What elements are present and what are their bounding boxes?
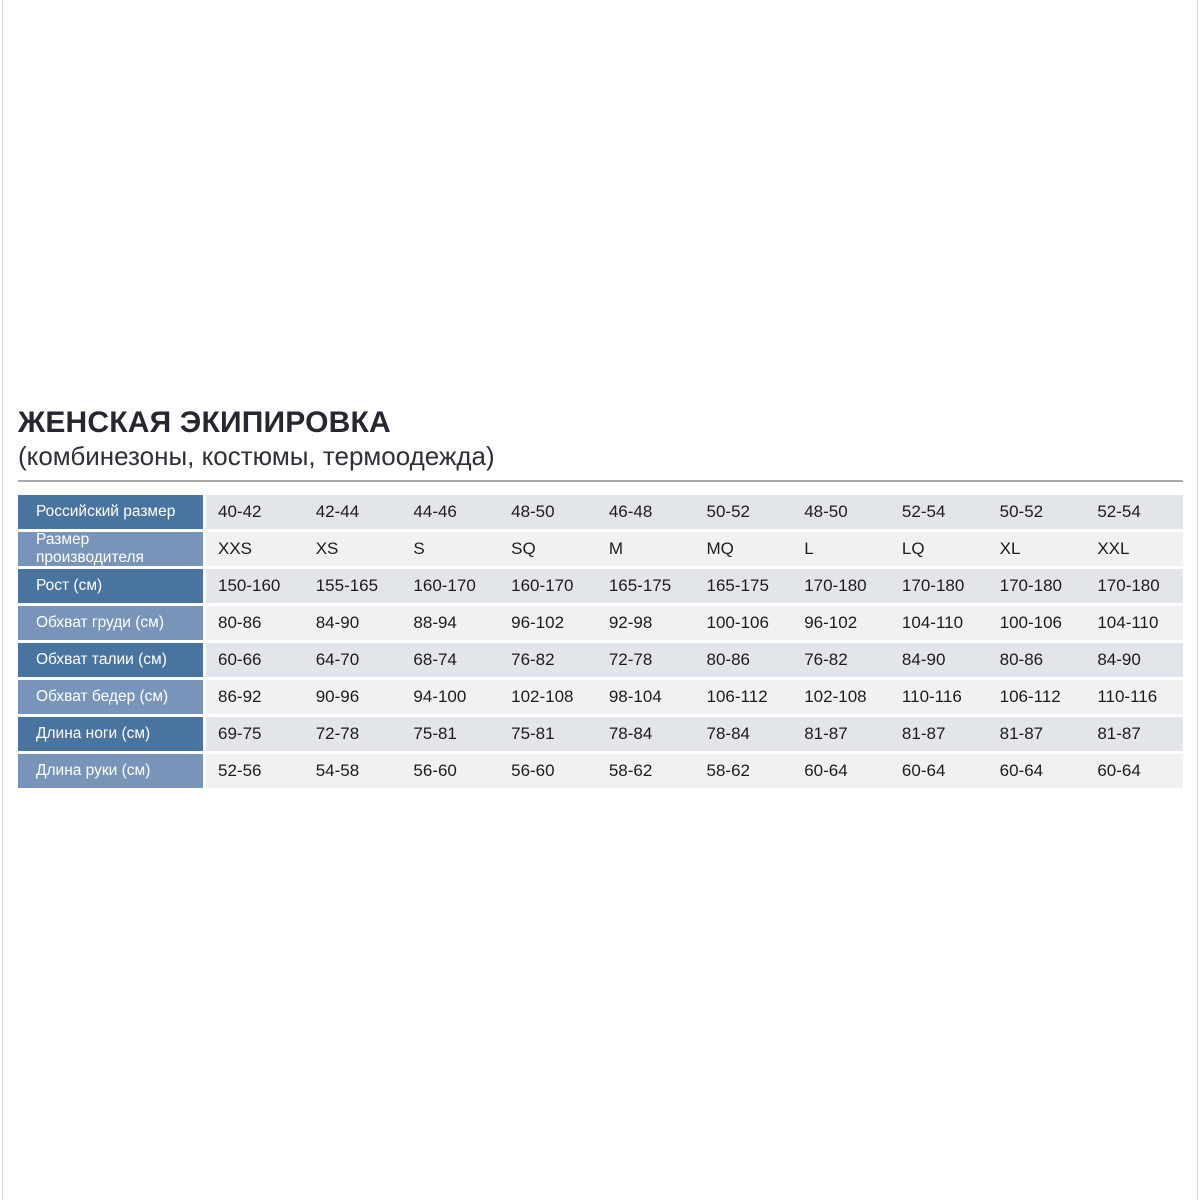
- table-cell: 78-84: [597, 717, 695, 751]
- table-cell: 64-70: [304, 643, 402, 677]
- table-row: [18, 717, 1183, 751]
- table-cell: L: [792, 532, 890, 566]
- row-header-label: Обхват бедер (см): [18, 680, 203, 714]
- table-cell: M: [597, 532, 695, 566]
- table-cell: 110-116: [890, 680, 988, 714]
- table-cell: S: [401, 532, 499, 566]
- table-cell: 75-81: [499, 717, 597, 751]
- table-cell: 44-46: [401, 495, 499, 529]
- page-right-border: [1197, 0, 1198, 1200]
- table-cell: 80-86: [695, 643, 793, 677]
- table-cell: 78-84: [695, 717, 793, 751]
- table-cell: 60-64: [1085, 754, 1183, 788]
- table-cell: 86-92: [206, 680, 304, 714]
- table-cell: 60-64: [890, 754, 988, 788]
- table-cell: 40-42: [206, 495, 304, 529]
- table-cell: 170-180: [890, 569, 988, 603]
- table-cell: 104-110: [1085, 606, 1183, 640]
- row-header-label: Длина руки (см): [18, 754, 203, 788]
- table-cell: 58-62: [597, 754, 695, 788]
- table-cell: 94-100: [401, 680, 499, 714]
- row-header-label: Рост (см): [18, 569, 203, 603]
- page-left-border: [2, 0, 3, 1200]
- table-cell: 68-74: [401, 643, 499, 677]
- row-header-label: Обхват груди (см): [18, 606, 203, 640]
- table-cell: 52-54: [1085, 495, 1183, 529]
- table-cell: 81-87: [1085, 717, 1183, 751]
- row-header-label: Обхват талии (см): [18, 643, 203, 677]
- table-cell: 84-90: [304, 606, 402, 640]
- table-cell: 98-104: [597, 680, 695, 714]
- table-cell: XL: [988, 532, 1086, 566]
- table-cell: 165-175: [695, 569, 793, 603]
- table-cell: 155-165: [304, 569, 402, 603]
- table-cell: 48-50: [499, 495, 597, 529]
- row-header-label: Длина ноги (см): [18, 717, 203, 751]
- table-cell: 56-60: [401, 754, 499, 788]
- table-cell: 104-110: [890, 606, 988, 640]
- table-cell: 81-87: [792, 717, 890, 751]
- table-cell: 72-78: [304, 717, 402, 751]
- table-cell: 90-96: [304, 680, 402, 714]
- table-cell: 42-44: [304, 495, 402, 529]
- table-cell: XXL: [1085, 532, 1183, 566]
- table-cell: 81-87: [988, 717, 1086, 751]
- table-cell: 69-75: [206, 717, 304, 751]
- table-cell: 100-106: [988, 606, 1086, 640]
- table-cell: 50-52: [695, 495, 793, 529]
- table-cell: XS: [304, 532, 402, 566]
- table-row: [18, 754, 1183, 788]
- table-cell: 92-98: [597, 606, 695, 640]
- table-cell: 80-86: [988, 643, 1086, 677]
- table-cell: 76-82: [499, 643, 597, 677]
- table-cell: 84-90: [890, 643, 988, 677]
- table-cell: LQ: [890, 532, 988, 566]
- page-subtitle: (комбинезоны, костюмы, термоодежда): [18, 441, 495, 471]
- table-cell: 48-50: [792, 495, 890, 529]
- row-header-label: Российский размер: [18, 495, 203, 529]
- table-cell: 96-102: [499, 606, 597, 640]
- table-row: [18, 495, 1183, 529]
- table-cell: SQ: [499, 532, 597, 566]
- table-cell: 52-56: [206, 754, 304, 788]
- table-cell: XXS: [206, 532, 304, 566]
- table-cell: 75-81: [401, 717, 499, 751]
- table-cell: 76-82: [792, 643, 890, 677]
- table-cell: 50-52: [988, 495, 1086, 529]
- table-row: [18, 569, 1183, 603]
- table-cell: 102-108: [792, 680, 890, 714]
- table-cell: 80-86: [206, 606, 304, 640]
- page-title: ЖЕНСКАЯ ЭКИПИРОВКА: [18, 406, 391, 439]
- table-cell: 58-62: [695, 754, 793, 788]
- table-cell: 84-90: [1085, 643, 1183, 677]
- table-cell: 46-48: [597, 495, 695, 529]
- size-table: [18, 495, 1183, 788]
- table-cell: 52-54: [890, 495, 988, 529]
- table-cell: 100-106: [695, 606, 793, 640]
- table-row: [18, 532, 1183, 566]
- table-cell: 60-64: [988, 754, 1086, 788]
- row-header-label: Размер производителя: [18, 532, 203, 566]
- table-cell: 170-180: [988, 569, 1086, 603]
- table-cell: 54-58: [304, 754, 402, 788]
- table-cell: 150-160: [206, 569, 304, 603]
- table-cell: 106-112: [695, 680, 793, 714]
- table-cell: 72-78: [597, 643, 695, 677]
- table-cell: 88-94: [401, 606, 499, 640]
- table-cell: 81-87: [890, 717, 988, 751]
- table-cell: 60-66: [206, 643, 304, 677]
- table-cell: 165-175: [597, 569, 695, 603]
- table-row: [18, 606, 1183, 640]
- divider: [18, 480, 1183, 482]
- table-cell: 160-170: [401, 569, 499, 603]
- table-cell: 160-170: [499, 569, 597, 603]
- table-cell: 170-180: [792, 569, 890, 603]
- table-cell: 170-180: [1085, 569, 1183, 603]
- table-cell: 60-64: [792, 754, 890, 788]
- table-cell: MQ: [695, 532, 793, 566]
- table-cell: 102-108: [499, 680, 597, 714]
- table-cell: 110-116: [1085, 680, 1183, 714]
- table-cell: 96-102: [792, 606, 890, 640]
- table-cell: 56-60: [499, 754, 597, 788]
- table-row: [18, 643, 1183, 677]
- table-cell: 106-112: [988, 680, 1086, 714]
- header: [18, 406, 1183, 482]
- table-row: [18, 680, 1183, 714]
